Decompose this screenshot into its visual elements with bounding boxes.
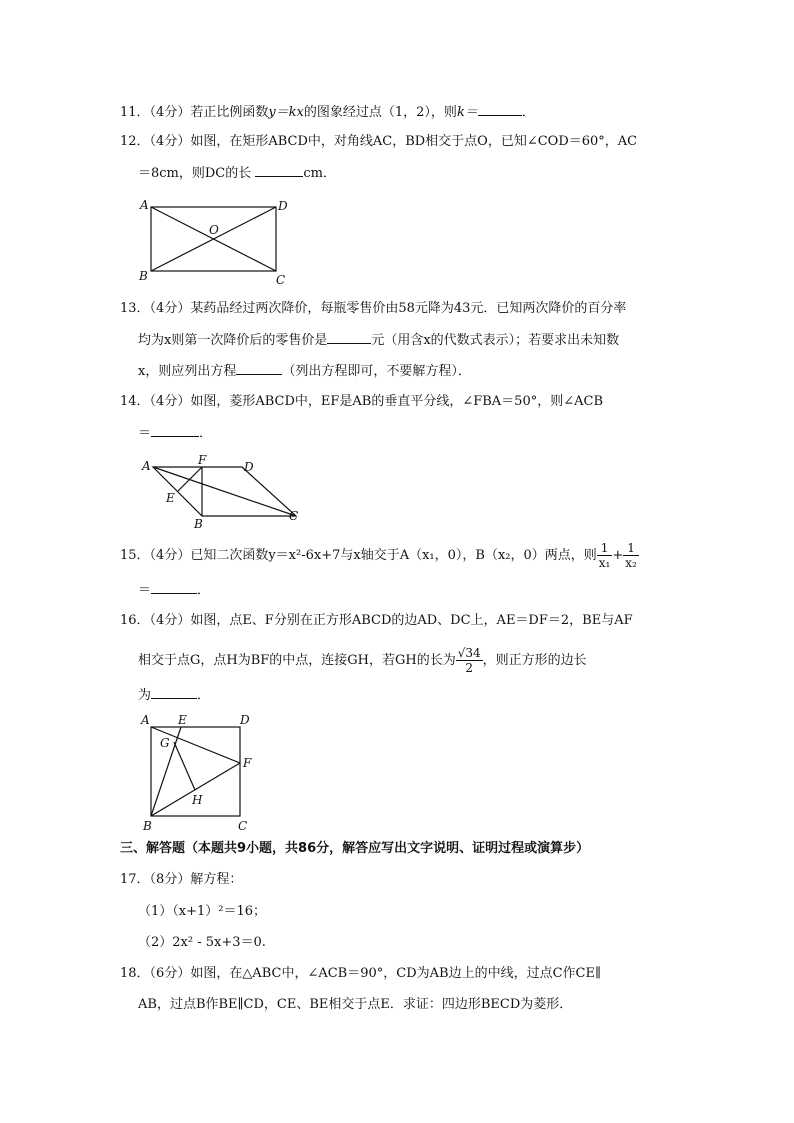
question-13-line1: 13．（4分）某药品经过两次降价，每瓶零售价由58元降为43元．已知两次降价的百分率 [120, 301, 627, 316]
label-o: O [209, 223, 219, 237]
label-f: F [198, 454, 207, 467]
q16-line3b: ． [197, 688, 211, 703]
q15-line2b: ． [197, 583, 211, 598]
segment-fe [178, 467, 202, 491]
label-h: H [192, 793, 203, 807]
q13-line2a: 均为x则第一次降价后的零售价是 [138, 333, 328, 348]
question-17-line1: 17．（8分）解方程： [120, 872, 243, 887]
question-14-line2 [138, 424, 212, 443]
fraction-1-over-x2: $\frac{1}{\text{x₂}}$ [625, 541, 637, 570]
q15-line1a: 15．（4分）已知二次函数y＝x²-6x+7与x轴交于A（x₁，0），B（x₂，0）两点，则 [120, 548, 597, 563]
question-16-line2 [138, 646, 587, 675]
q16-line2b: ，则正方形的边长 [482, 653, 587, 668]
q12-line2b: cm． [303, 166, 336, 181]
rhombus-figure [138, 454, 310, 530]
answer-blank [151, 581, 197, 594]
q16-line2a: 相交于点G，点H为BF的中点，连接GH，若GH的长为 [138, 653, 456, 668]
q11-lead: 11．（4分）若正比例函数 [120, 105, 269, 120]
label-c: C [276, 273, 286, 287]
q12-line2a: ＝8cm，则DC的长 [138, 166, 252, 181]
question-13-line3 [138, 362, 471, 381]
q13-line3b: （列出方程即可，不要解方程）． [282, 364, 471, 379]
question-12-line2 [138, 164, 336, 183]
question-17-part1: （1）（x+1）²＝16； [138, 904, 267, 919]
question-18-line2: AB，过点B作BE∥CD，CE、BE相交于点E．求证：四边形BECD为菱形． [138, 997, 573, 1012]
question-16-line1: 16．（4分）如图，点E、F分别在正方形ABCD的边AD、DC上，AE＝DF＝2，BE与AF [120, 613, 633, 628]
question-13-line2 [138, 331, 619, 350]
label-a: A [140, 198, 149, 212]
answer-blank [327, 331, 371, 344]
q14-line2a: ＝ [138, 426, 152, 441]
label-a: A [141, 713, 150, 727]
fraction-1-over-x1: $\frac{1}{\text{x₁}}$ [598, 541, 611, 570]
square-figure [138, 711, 264, 837]
q11-k-eq: k＝ [456, 105, 478, 120]
q13-line3a: x，则应列出方程 [138, 364, 237, 379]
label-c: C [238, 819, 248, 833]
question-17-part2: （2）2x² - 5x+3＝0. [138, 935, 266, 950]
label-e: E [178, 713, 187, 727]
label-e: E [166, 491, 175, 505]
q15-line2a: ＝ [138, 583, 152, 598]
label-d: D [240, 713, 250, 727]
answer-blank [478, 103, 522, 116]
q16-line3a: 为 [138, 688, 152, 703]
label-b: B [194, 517, 203, 530]
answer-blank [236, 362, 282, 375]
question-16-line3 [138, 686, 210, 705]
question-14-line1: 14．（4分）如图，菱形ABCD中，EF是AB的垂直平分线，∠FBA＝50°，则∠ACB [120, 394, 603, 409]
question-11 [120, 103, 535, 122]
question-12-line1: 12．（4分）如图，在矩形ABCD中，对角线AC，BD相交于点O，已知∠COD＝60°，AC [120, 134, 638, 149]
label-a: A [142, 459, 151, 473]
q11-mid: 的图象经过点（1，2），则 [303, 105, 457, 120]
label-b: B [143, 819, 152, 833]
section-heading: 三、解答题（本题共9小题，共86分，解答应写出文字说明、证明过程或演算步） [120, 841, 590, 856]
answer-blank [151, 686, 197, 699]
segment-gh [174, 742, 195, 790]
q11-y-eq: y＝kx [268, 105, 304, 120]
plus-sign: + [612, 548, 624, 563]
q13-line2b: 元（用含x的代数式表示）；若要求出未知数 [371, 333, 620, 348]
label-g: G [160, 736, 170, 750]
q14-line2b: ． [199, 426, 213, 441]
label-d: D [278, 199, 288, 213]
rectangle-figure [134, 196, 294, 288]
q11-end: ． [521, 105, 535, 120]
label-d: D [244, 460, 254, 474]
segment-bf [151, 763, 240, 816]
question-18-line1: 18．（6分）如图，在△ABC中，∠ACB＝90°，CD为AB边上的中线，过点C作CE∥ [120, 966, 601, 981]
label-f: F [243, 756, 252, 770]
label-c: C [289, 509, 299, 523]
question-15-line2 [138, 581, 210, 600]
answer-blank [151, 424, 199, 437]
question-15-line1 [120, 541, 639, 570]
fraction-sqrt34-over-2: $\frac{√34}{2}$ [457, 646, 481, 675]
label-b: B [139, 269, 148, 283]
answer-blank [255, 164, 303, 177]
